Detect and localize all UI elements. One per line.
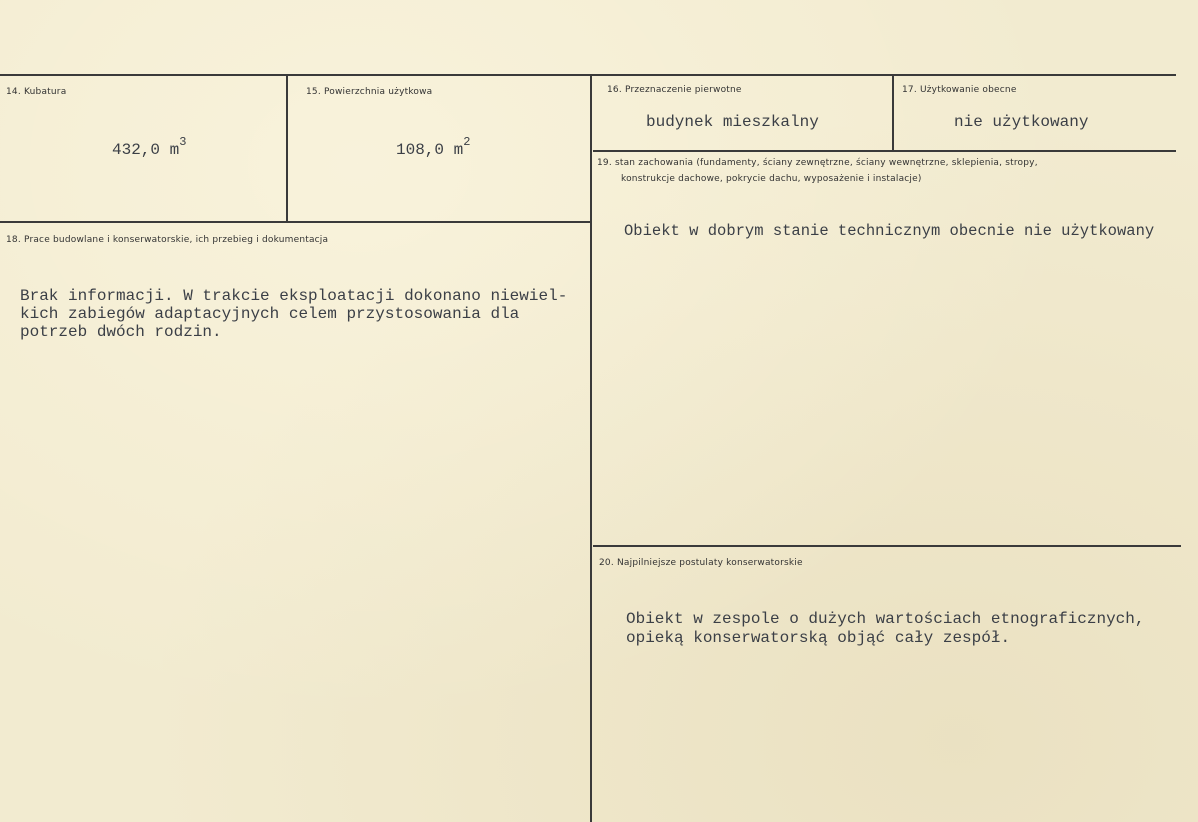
field-19-value: Obiekt w dobrym stanie technicznym obecnie nie użytkowany bbox=[624, 222, 1155, 240]
field-16-value: budynek mieszkalny bbox=[646, 113, 819, 131]
field-17-value: nie użytkowany bbox=[954, 113, 1089, 131]
field-17-label: 17. Użytkowanie obecne bbox=[902, 85, 1017, 95]
field-14-label: 14. Kubatura bbox=[6, 87, 67, 97]
field-20-label: 20. Najpilniejsze postulaty konserwatorskie bbox=[599, 558, 803, 568]
row1-rule-left bbox=[0, 221, 590, 223]
field-18-line-1: Brak informacji. W trakcie eksploatacji dokonano niewiel- bbox=[20, 287, 568, 305]
field-18-line-2: kich zabiegów adaptacyjnych celem przystosowania dla bbox=[20, 305, 520, 323]
divider-14-15 bbox=[286, 76, 288, 222]
top-rule bbox=[0, 74, 1176, 76]
field-15-value: 108,0 $m^2$ bbox=[396, 135, 471, 159]
field-19-label-line-1: 19. stan zachowania (fundamenty, ściany zewnętrzne, ściany wewnętrzne, sklepienia, stropy, bbox=[597, 158, 1038, 168]
field-14-value: 432,0 $m^3$ bbox=[112, 135, 187, 159]
divider-16-17 bbox=[892, 76, 894, 151]
field-18-line-3: potrzeb dwóch rodzin. bbox=[20, 323, 222, 341]
field-16-label: 16. Przeznaczenie pierwotne bbox=[607, 85, 742, 95]
field-18-label: 18. Prace budowlane i konserwatorskie, ich przebieg i dokumentacja bbox=[6, 235, 329, 245]
field-19-label-line-2: konstrukcje dachowe, pokrycie dachu, wyposażenie i instalacje) bbox=[621, 174, 922, 184]
divider-main bbox=[590, 76, 592, 822]
row1-rule-right bbox=[593, 150, 1176, 152]
field-20-line-1: Obiekt w zespole o dużych wartościach etnograficznych, bbox=[626, 610, 1145, 628]
field-15-label: 15. Powierzchnia użytkowa bbox=[306, 87, 433, 97]
row3-rule-right bbox=[593, 545, 1181, 547]
field-20-line-2: opieką konserwatorską objąć cały zespół. bbox=[626, 629, 1011, 647]
